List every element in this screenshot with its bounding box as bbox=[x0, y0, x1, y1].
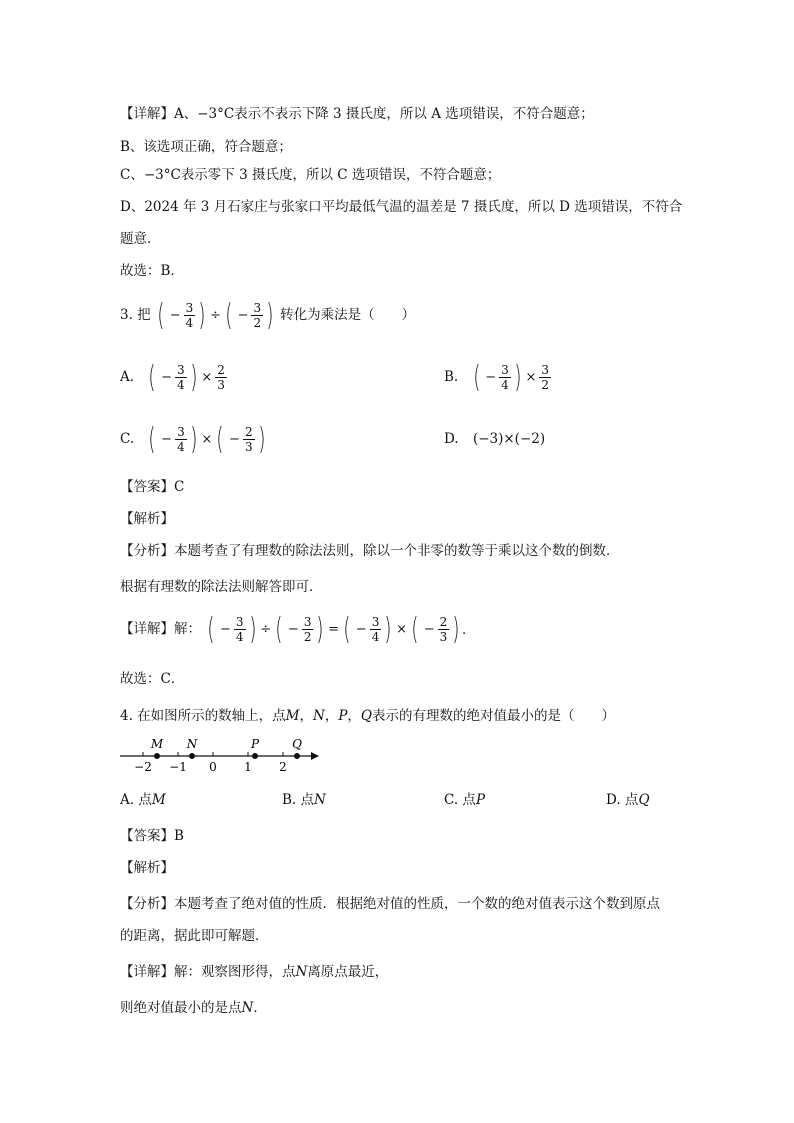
conclusion-point: N bbox=[241, 1000, 254, 1016]
q3-analysis-heading: 【解析】 bbox=[120, 511, 174, 527]
point-label-q: Q bbox=[360, 708, 372, 724]
frac-den: 4 bbox=[176, 378, 185, 392]
q4-option-a bbox=[120, 790, 166, 810]
detail-text: 【详解】解：观察图形得，点 bbox=[120, 964, 296, 980]
q4-conclusion bbox=[120, 998, 267, 1018]
q4-answer: 【答案】B bbox=[120, 828, 184, 844]
option-text: D. 点 bbox=[606, 792, 639, 808]
q3-option-c: C. ( − $\frac{3}{4}$ ) × ( − $\frac{2}{3}$ ) bbox=[120, 421, 265, 457]
frac-num: 3 bbox=[235, 615, 244, 629]
q3-option-b: B. ( − $\frac{3}{4}$ ) × $\frac{3}{2}$ bbox=[444, 359, 550, 395]
tick-label: −1 bbox=[169, 760, 187, 774]
q3-frac-a-den: 4 bbox=[185, 316, 194, 330]
q4-option-d bbox=[606, 790, 650, 810]
frac-den: 4 bbox=[371, 630, 380, 644]
option-text: A. 点 bbox=[120, 792, 152, 808]
point-p bbox=[252, 753, 258, 759]
separator: ， bbox=[347, 708, 361, 724]
line-choose-b: 故选：B． bbox=[120, 263, 184, 279]
frac-num: 2 bbox=[244, 425, 253, 439]
point-n bbox=[189, 753, 195, 759]
q3-expression: ( − $\frac{3}{4}$ ) ÷ ( − $\frac{3}{2}$ ) bbox=[157, 297, 274, 333]
option-point: N bbox=[314, 792, 326, 808]
point-m bbox=[154, 753, 160, 759]
q3-frac-b-num: 3 bbox=[253, 301, 262, 315]
times-op: × bbox=[201, 431, 213, 447]
option-point: P bbox=[475, 792, 486, 808]
frac-den: 3 bbox=[217, 378, 225, 392]
frac-den: 4 bbox=[235, 630, 244, 644]
point-label: N bbox=[186, 737, 198, 751]
frac-den: 4 bbox=[177, 440, 185, 454]
option-label: A. bbox=[120, 369, 135, 385]
q4-stem bbox=[120, 706, 615, 726]
conclusion-tail: ． bbox=[253, 1000, 267, 1016]
detail-prefix: 【详解】解： bbox=[120, 621, 201, 637]
q3-option-d bbox=[444, 429, 545, 449]
point-q bbox=[294, 753, 300, 759]
frac-num: 3 bbox=[371, 615, 380, 629]
q3-prefix: 3. 把 bbox=[120, 307, 151, 323]
frac-num: 3 bbox=[541, 363, 550, 377]
line-detail-d: D、2024 年 3 月石家庄与张家口平均最低气温的温差是 7 摄氏度，所以 D 选项错误，不符合 bbox=[120, 199, 683, 215]
line-detail-c: C、−3°C表示零下 3 摄氏度，所以 C 选项错误，不符合题意； bbox=[120, 167, 501, 183]
number-line bbox=[115, 736, 335, 776]
times-op: × bbox=[201, 369, 213, 385]
option-text: C. 点 bbox=[444, 792, 476, 808]
q3-frac-a-num: 3 bbox=[185, 301, 194, 315]
frac-num: 2 bbox=[439, 615, 448, 629]
equals-op: = bbox=[328, 621, 340, 637]
div-op: ÷ bbox=[260, 621, 272, 637]
q3-stem bbox=[120, 298, 415, 333]
q4-option-b bbox=[282, 790, 326, 810]
point-label: Q bbox=[292, 737, 302, 751]
detail-point: N bbox=[295, 964, 308, 980]
q3-div: ÷ bbox=[209, 307, 221, 323]
q3-suffix: 转化为乘法是（ ） bbox=[280, 307, 416, 323]
tick-label: 2 bbox=[279, 760, 287, 774]
frac-den: 4 bbox=[501, 378, 509, 392]
point-label: M bbox=[150, 737, 164, 751]
frac-den: 2 bbox=[541, 378, 550, 392]
q4-detail bbox=[120, 962, 388, 982]
q4-stem-tail: 表示的有理数的绝对值最小的是（ ） bbox=[371, 708, 615, 724]
q3-frac-b-den: 2 bbox=[253, 316, 262, 330]
separator: ， bbox=[299, 708, 313, 724]
q3-option-a: A. ( − $\frac{3}{4}$ ) × $\frac{2}{3}$ bbox=[120, 359, 225, 395]
frac-den: 2 bbox=[303, 630, 312, 644]
frac-num: 2 bbox=[217, 363, 225, 377]
frac-den: 3 bbox=[439, 630, 448, 644]
option-point: Q bbox=[638, 792, 650, 808]
line-detail-a: 【详解】A、−3°C表示不表示下降 3 摄氏度，所以 A 选项错误，不符合题意； bbox=[120, 106, 594, 122]
option-label: B. bbox=[444, 369, 459, 385]
option-label: D. bbox=[444, 431, 459, 447]
q3-choose: 故选：C． bbox=[120, 671, 185, 687]
q3-answer: 【答案】C bbox=[120, 479, 185, 495]
times-op: × bbox=[525, 369, 537, 385]
q4-fenxi-2: 的距离，据此即可解题． bbox=[120, 928, 269, 944]
point-label: P bbox=[250, 737, 260, 751]
detail-tail: 离原点最近， bbox=[307, 964, 389, 980]
axis-arrow bbox=[311, 752, 319, 760]
q3-detail: 【详解】解： ( − $\frac{3}{4}$ ) ÷ ( − $\frac{3}{2}$ ) = ( − $\frac{3}{4}$ ) × ( − $\frac{2}{3}$ ) ． bbox=[120, 611, 476, 647]
q4-analysis-heading: 【解析】 bbox=[120, 860, 174, 876]
q3-fenxi-2: 根据有理数的除法法则解答即可． bbox=[120, 579, 323, 595]
point-label-p: P bbox=[338, 708, 348, 724]
option-label: C. bbox=[120, 431, 135, 447]
q4-stem-text: 4. 在如图所示的数轴上，点 bbox=[120, 708, 286, 724]
period: ． bbox=[461, 621, 476, 638]
point-label-m: M bbox=[285, 708, 300, 724]
frac-num: 3 bbox=[303, 615, 312, 629]
conclusion-text: 则绝对值最小的是点 bbox=[120, 1000, 242, 1016]
option-d-expr: (−3)×(−2) bbox=[472, 431, 546, 447]
frac-num: 3 bbox=[177, 425, 185, 439]
q4-option-c bbox=[444, 790, 485, 810]
option-text: B. 点 bbox=[282, 792, 315, 808]
frac-num: 3 bbox=[176, 363, 185, 377]
line-detail-b: B、该选项正确，符合题意； bbox=[120, 139, 292, 155]
option-point: M bbox=[151, 792, 166, 808]
q3-fenxi: 【分析】本题考查了有理数的除法法则，除以一个非零的数等于乘以这个数的倒数． bbox=[120, 543, 620, 559]
q4-fenxi: 【分析】本题考查了绝对值的性质．根据绝对值的性质，一个数的绝对值表示这个数到原点 bbox=[120, 896, 660, 912]
frac-den: 3 bbox=[244, 440, 253, 454]
tick-label: −2 bbox=[134, 760, 152, 774]
tick-label: 1 bbox=[244, 760, 252, 774]
separator: ， bbox=[324, 708, 339, 724]
times-op: × bbox=[396, 621, 407, 637]
tick-label: 0 bbox=[209, 760, 217, 774]
point-label-n: N bbox=[313, 708, 325, 724]
frac-num: 3 bbox=[501, 363, 509, 377]
line-detail-d-cont: 题意． bbox=[120, 231, 161, 247]
